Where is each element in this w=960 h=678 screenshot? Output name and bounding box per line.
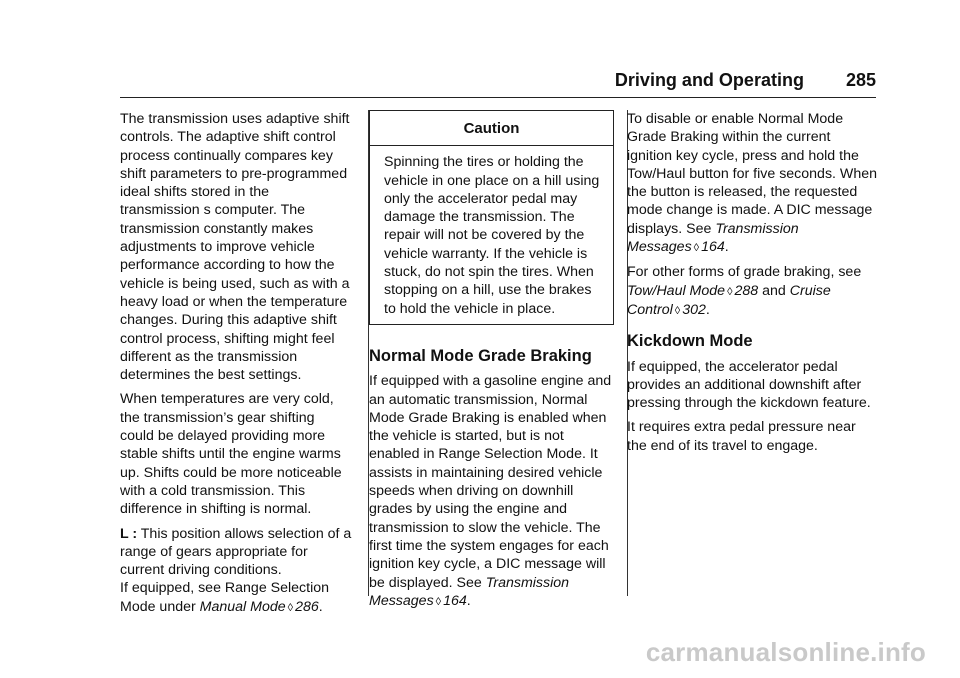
gear-label-l: L : [120, 525, 138, 542]
manual-mode-link[interactable]: Manual Mode [199, 598, 286, 615]
page-ref-icon: ◊ [727, 285, 733, 298]
page-ref-number: 302 [682, 301, 706, 318]
page-ref-icon: ◊ [693, 242, 700, 255]
gear-description: This position allows selection of a range of gears appropriate for current driving conditions. [120, 525, 352, 579]
paragraph: If equipped, the accelerator pedal provides an additional downshift after pressing through the kickdown feature. [627, 358, 871, 412]
column-left [120, 110, 352, 623]
caution-text: Spinning the tires or holding the vehicle in one place on a hill using only the accelerator pedal may damage the transmission. The repair will not be covered by the vehicle warranty. If the vehicle is stuck, do not spin the tires. When stopping on a hill, use the brakes to hold the vehicle in place. [384, 154, 600, 317]
paragraph: It requires extra pedal pressure near the end of its travel to engage. [627, 419, 856, 454]
period: . [466, 592, 471, 609]
transmission-messages-link[interactable]: Transmission Messages [369, 574, 570, 609]
page-number: 285 [845, 70, 876, 90]
page-ref-icon: ◊ [674, 304, 681, 317]
paragraph [369, 372, 616, 611]
column-middle [369, 110, 616, 617]
paragraph [627, 263, 879, 320]
column-right [627, 110, 879, 461]
section-heading: Kickdown Mode [627, 332, 753, 351]
paragraph [120, 525, 352, 617]
page-ref-number: 164 [443, 592, 467, 609]
page-header [0, 70, 876, 91]
page-ref-number: 288 [734, 282, 759, 299]
paragraph-text: For other forms of grade braking, see [627, 264, 862, 281]
range-note: If equipped, see Range Selection Mode under [120, 580, 330, 615]
paragraph-text: If equipped with a gasoline engine and an automatic transmission, Normal Mode Grade Braking is enabled when the vehicle is started, but is not enabled in Range Selection Mode. It assists in maintaining desired vehicle speeds when driving on downhill grades by using the engine and transmission to slow the vehicle. The first time the system engages for each ignition key cycle, a DIC message will be displayed. See [369, 373, 612, 591]
page-ref-icon: ◊ [287, 601, 294, 614]
section-title: Driving and Operating [614, 70, 804, 90]
page-ref-icon: ◊ [435, 595, 442, 608]
header-rule [120, 97, 876, 98]
section-heading: Normal Mode Grade Braking [369, 346, 592, 365]
watermark: carmanualsonline.info [645, 637, 926, 667]
page-ref-number: 286 [295, 598, 319, 615]
paragraph: The transmission uses adaptive shift controls. The adaptive shift control process continually compares key shift parameters to pre-programmed ideal shifts stored in the transmission s computer. The transmission constantly makes adjustments to improve vehicle performance according to how the vehicle is being used, such as with a heavy load or when the temperature changes. During this adaptive shift control process, shifting might feel different as the transmission determines the best settings. [120, 111, 350, 384]
period: . [705, 301, 710, 318]
period: . [318, 598, 323, 615]
paragraph: When temperatures are very cold, the transmission’s gear shifting could be delayed providing more stable shifts until the engine warms up. Shifts could be more noticeable with a cold transmission. This difference in shifting is normal. [120, 391, 342, 518]
paragraph-text: To disable or enable Normal Mode Grade Braking within the current ignition key cycle, press and hold the Tow/Haul button for five seconds. When the button is released, the requested mode change is made. A DIC message displays. See [627, 111, 877, 237]
caution-title: Caution [370, 111, 613, 146]
transmission-messages-link[interactable]: Transmission Messages [627, 220, 799, 256]
caution-box [369, 110, 614, 325]
paragraph-text: and [758, 282, 790, 299]
period: . [724, 239, 729, 256]
paragraph [627, 110, 879, 257]
page-ref-number: 164 [701, 239, 725, 256]
tow-haul-mode-link[interactable]: Tow/Haul Mode [627, 282, 726, 299]
cruise-control-link[interactable]: Cruise Control [627, 282, 831, 318]
